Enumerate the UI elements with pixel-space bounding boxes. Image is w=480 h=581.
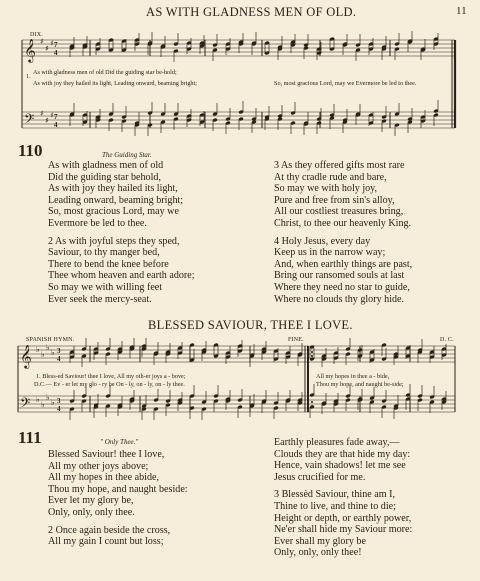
svg-text:♯: ♯ — [40, 37, 44, 46]
verse-line: Where they need no star to guide, — [274, 281, 410, 293]
verse-line: Pure and free from sin's alloy, — [274, 194, 395, 206]
svg-text:4: 4 — [57, 355, 61, 363]
verse-line: Saviour, to thy manger bed, — [48, 247, 160, 259]
verse-line: All my hopes in thee abide, — [48, 472, 160, 484]
hymn-110-column-2 — [274, 160, 412, 305]
verse-line: Evermore be led to thee. — [48, 217, 147, 229]
svg-text:4: 4 — [54, 49, 58, 57]
verse-line: Ever shall my glory be — [274, 535, 366, 547]
verse-line: So may we with willing feet — [48, 281, 163, 293]
hymn-110-lyric-a: As with gladness men of old Did the guiding star be-hold; — [33, 69, 177, 76]
svg-text:♯: ♯ — [50, 111, 54, 120]
verse-line: 4 Holy Jesus, every day — [274, 235, 371, 247]
svg-text:♭: ♭ — [51, 348, 55, 357]
svg-text:♯: ♯ — [40, 109, 44, 118]
hymn-111-fine-label: FINE. — [288, 337, 304, 343]
verse-line: Hence, vain shadows! let me see — [274, 460, 406, 472]
hymn-111-number: 111 — [18, 428, 42, 447]
svg-text:3: 3 — [57, 397, 61, 405]
svg-text:7: 7 — [54, 41, 58, 49]
page-number: 11 — [456, 5, 467, 17]
verse-line: Ever let my glory be, — [48, 495, 134, 507]
svg-text:♭: ♭ — [46, 393, 50, 402]
hymn-111-lyric-a: 1. Bless-ed Saviour! thee I love, All my oth-er joys a - bove; — [36, 373, 186, 380]
hymn-111-column-1 — [48, 449, 188, 548]
verse-line: Ne'er shall hide my Saviour more: — [274, 524, 413, 536]
svg-text:𝄢: 𝄢 — [20, 395, 31, 414]
verse-line: Leading onward, beaming bright; — [48, 194, 184, 206]
verse-line: Keep us in the narrow way; — [274, 247, 386, 259]
verse-line: As with gladness men of old — [48, 160, 164, 171]
verse-line: So, most gracious Lord, may we — [48, 206, 179, 218]
hymn-110-title: AS WITH GLADNESS MEN OF OLD. — [146, 5, 357, 19]
svg-text:♭: ♭ — [41, 350, 45, 359]
verse-line: All my gain I count but loss; — [48, 536, 164, 548]
hymn-110-lyric-c: So, most gracious Lord, may we Evermore be led to thee. — [274, 80, 417, 87]
hymn-110-lyric-b: As with joy they hailed its light, Leading onward, beaming bright; — [33, 80, 197, 87]
verse-line: Clouds they are that hide my day: — [274, 448, 411, 460]
time-sig-111 — [57, 347, 61, 413]
svg-text:♭: ♭ — [51, 398, 55, 407]
hymn-111-title: BLESSED SAVIOUR, THEE I LOVE. — [148, 318, 353, 332]
verse-line: Thee whom heaven and earth adore; — [48, 270, 195, 282]
hymn-110-number: 110 — [18, 141, 43, 160]
verse-line: Only, only, only thee! — [274, 547, 362, 559]
verse-line: At thy cradle rude and bare, — [274, 171, 387, 183]
verse-line: Did the guiding star behold, — [48, 171, 161, 183]
svg-text:♯: ♯ — [45, 44, 49, 53]
verse-line: Earthly pleasures fade away,— — [274, 437, 400, 448]
hymn-111-lyric-c: All my hopes in thee a - bide, — [316, 373, 390, 380]
verse-line: Where no clouds thy glory hide. — [274, 293, 405, 305]
verse-line: 3 As they offered gifts most rare — [274, 160, 405, 171]
verse-line: And, when earthly things are past, — [274, 258, 413, 270]
verse-line: 2 Once again beside the cross, — [48, 524, 171, 536]
svg-text:♯: ♯ — [45, 116, 49, 125]
clefs-111 — [20, 344, 32, 414]
verse-line: All our costliest treasures bring, — [274, 206, 404, 218]
svg-text:4: 4 — [57, 405, 61, 413]
verse-line: Ever seek the mercy-seat. — [48, 293, 152, 305]
verse-line: Thine to live, and thine to die; — [274, 500, 396, 512]
svg-text:4: 4 — [54, 121, 58, 129]
svg-text:♭: ♭ — [36, 395, 40, 404]
svg-text:𝄢: 𝄢 — [24, 111, 35, 130]
verse-line: All my other joys above; — [48, 460, 149, 472]
hymn-110-tune-label: DIX. — [30, 32, 43, 38]
hymn-111-lyric-b: D.C.— Ev - er let my glo - ry be On - ly, on - ly, on - ly thee. — [34, 381, 185, 388]
verse-line: Bring our ransomed souls at last — [274, 270, 405, 282]
verse-line: Jesus crucified for me. — [274, 471, 366, 483]
staff-111-bass — [18, 396, 455, 412]
verse-line: So may we with holy joy, — [274, 183, 378, 195]
verse-line: Height or depth, or earthly power, — [274, 512, 412, 524]
verse-line: 2 As with joyful steps they sped, — [48, 235, 180, 247]
svg-text:♭: ♭ — [41, 400, 45, 409]
svg-text:3: 3 — [57, 347, 61, 355]
verse-line: There to bend the knee before — [48, 258, 169, 270]
verse-line: 3 Blessèd Saviour, thine am I, — [274, 489, 395, 501]
hymn-111-tune-label: SPANISH HYMN. — [26, 337, 75, 343]
svg-text:𝄞: 𝄞 — [20, 344, 32, 368]
hymn-110-verse-mark: 1. — [26, 73, 31, 80]
verse-line: Thou my hope, and naught beside: — [48, 483, 188, 495]
svg-text:♯: ♯ — [50, 39, 54, 48]
svg-text:♭: ♭ — [36, 345, 40, 354]
hymn-111-subtitle: " Only Thee." — [100, 438, 139, 446]
hymn-111-dc-label: D. C. — [440, 337, 454, 343]
verse-line: Christ, to thee our heavenly King. — [274, 217, 412, 229]
hymn-111-column-2 — [274, 437, 412, 559]
svg-text:♭: ♭ — [46, 343, 50, 352]
svg-text:𝄞: 𝄞 — [24, 38, 36, 62]
verse-line: Only, only, only thee. — [48, 506, 135, 518]
verse-line: As with joy they hailed its light, — [48, 183, 178, 195]
svg-text:7: 7 — [54, 113, 58, 121]
hymn-111-lyric-d: Thou my hope, and naught be-side; — [316, 381, 404, 388]
hymn-110-subtitle: The Guiding Star. — [102, 151, 152, 159]
verse-line: Blessed Saviour! thee I love, — [48, 449, 165, 460]
hymn-110-column-1 — [48, 160, 195, 305]
